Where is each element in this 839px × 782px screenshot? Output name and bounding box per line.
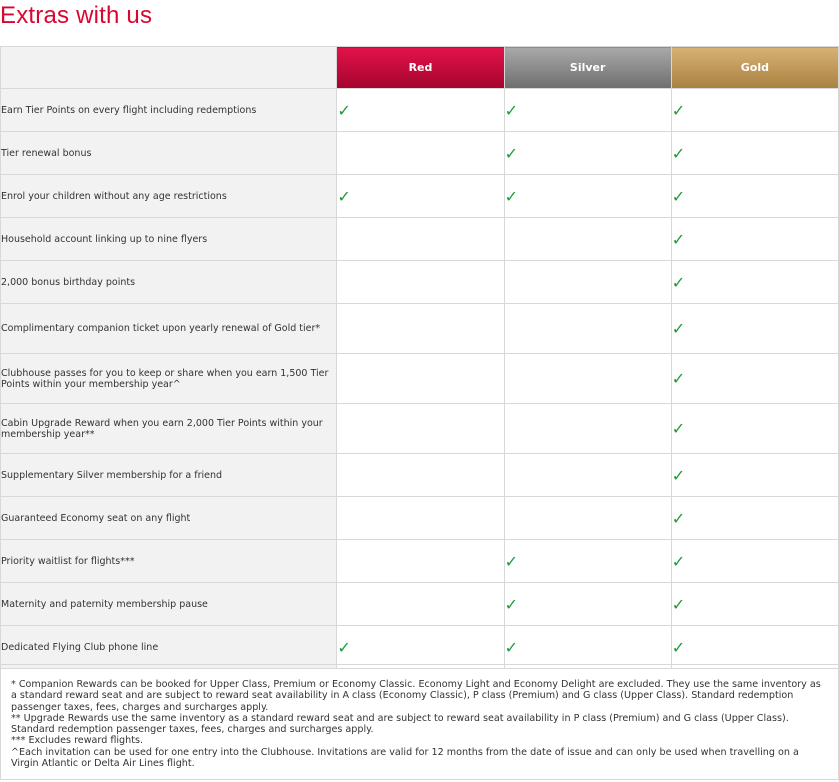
tier-cell-red — [337, 304, 504, 354]
feature-label: 2,000 bonus birthday points — [1, 261, 337, 304]
table-row — [1, 304, 839, 354]
tier-cell-silver — [504, 454, 671, 497]
feature-label: Household account linking up to nine flyers — [1, 218, 337, 261]
check-icon: ✓ — [671, 100, 686, 120]
tier-cell-silver — [504, 89, 671, 132]
tier-cell-gold — [671, 304, 838, 354]
tier-cell-silver — [504, 583, 671, 626]
table-row — [1, 89, 839, 132]
check-icon: ✓ — [671, 186, 686, 206]
tier-cell-red — [337, 454, 504, 497]
check-icon: ✓ — [337, 100, 351, 120]
tier-cell-gold — [671, 354, 838, 404]
check-icon: ✓ — [504, 551, 518, 571]
tier-cell-red — [337, 540, 504, 583]
tier-header-red: Red — [337, 47, 504, 89]
tier-cell-silver — [504, 404, 671, 454]
tier-cell-gold — [671, 89, 838, 132]
feature-label: Clubhouse passes for you to keep or share when you earn 1,500 Tier Points within your membership year^ — [1, 354, 337, 404]
header-corner — [1, 47, 337, 89]
table-row — [1, 626, 839, 669]
tier-cell-red — [337, 626, 504, 669]
tier-cell-red — [337, 583, 504, 626]
feature-label: Enrol your children without any age restrictions — [1, 175, 337, 218]
check-icon: ✓ — [337, 186, 351, 206]
table-row — [1, 354, 839, 404]
tier-cell-gold — [671, 497, 838, 540]
tier-cell-gold — [671, 261, 838, 304]
feature-label: Complimentary companion ticket upon yearly renewal of Gold tier* — [1, 304, 337, 354]
tier-comparison-table — [0, 46, 839, 669]
check-icon: ✓ — [504, 100, 518, 120]
check-icon: ✓ — [504, 637, 518, 657]
check-icon: ✓ — [671, 551, 686, 571]
footnote: ** Upgrade Rewards use the same inventory as a standard reward seat and are subject to reward seat availability in P class (Premium) and G class (Upper Class). Standard redemption passenger taxes, fees, charges and surcharges apply. — [11, 712, 789, 736]
tier-cell-silver — [504, 175, 671, 218]
table-row — [1, 583, 839, 626]
tier-cell-gold — [671, 583, 838, 626]
feature-label: Priority waitlist for flights*** — [1, 540, 337, 583]
tier-cell-silver — [504, 354, 671, 404]
footnotes — [0, 664, 839, 780]
tier-cell-silver — [504, 261, 671, 304]
tier-cell-red — [337, 404, 504, 454]
tier-cell-gold — [671, 218, 838, 261]
tier-header-gold: Gold — [671, 47, 838, 89]
table-row — [1, 540, 839, 583]
check-icon: ✓ — [671, 229, 686, 249]
tier-header-row — [1, 47, 839, 89]
table-row — [1, 404, 839, 454]
feature-label: Earn Tier Points on every flight including redemptions — [1, 89, 337, 132]
footnote: ^Each invitation can be used for one entry into the Clubhouse. Invitations are valid for 12 months from the date of issue and can only be used when travelling on a Virgin Atlantic or Delta Air Lines flight. — [11, 746, 799, 770]
tier-cell-gold — [671, 626, 838, 669]
page-title: Extras with us — [0, 2, 153, 29]
feature-label: Cabin Upgrade Reward when you earn 2,000 Tier Points within your membership year** — [1, 404, 337, 454]
table-row — [1, 454, 839, 497]
check-icon: ✓ — [504, 594, 518, 614]
table-row — [1, 218, 839, 261]
tier-cell-gold — [671, 132, 838, 175]
check-icon: ✓ — [671, 637, 686, 657]
tier-cell-gold — [671, 540, 838, 583]
tier-cell-red — [337, 89, 504, 132]
tier-cell-gold — [671, 404, 838, 454]
check-icon: ✓ — [504, 143, 518, 163]
tier-cell-silver — [504, 132, 671, 175]
tier-cell-red — [337, 497, 504, 540]
table-row — [1, 497, 839, 540]
check-icon: ✓ — [671, 369, 686, 388]
check-icon: ✓ — [671, 419, 686, 438]
feature-label: Tier renewal bonus — [1, 132, 337, 175]
tier-cell-red — [337, 175, 504, 218]
check-icon: ✓ — [337, 637, 351, 657]
tier-cell-silver — [504, 540, 671, 583]
check-icon: ✓ — [671, 508, 686, 528]
check-icon: ✓ — [671, 465, 686, 485]
tier-cell-silver — [504, 497, 671, 540]
footnote: * Companion Rewards can be booked for Upper Class, Premium or Economy Classic. Economy Light and Economy Delight are excluded. They use the same inventory as a standard reward seat and are subject to reward seat availability in A class (Economy Classic), P class (Premium) and G class (Upper Class). Standard redemption passenger taxes, fees, charges and surcharges apply. — [11, 679, 821, 713]
tier-cell-silver — [504, 218, 671, 261]
feature-label: Dedicated Flying Club phone line — [1, 626, 337, 669]
tier-cell-gold — [671, 175, 838, 218]
table-row — [1, 175, 839, 218]
check-icon: ✓ — [671, 594, 686, 614]
tier-cell-red — [337, 261, 504, 304]
tier-cell-red — [337, 132, 504, 175]
tier-cell-red — [337, 354, 504, 404]
check-icon: ✓ — [504, 186, 518, 206]
check-icon: ✓ — [671, 143, 686, 163]
tier-cell-silver — [504, 304, 671, 354]
footnote: *** Excludes reward flights. — [11, 735, 144, 747]
table-row — [1, 132, 839, 175]
table-row — [1, 261, 839, 304]
tier-cell-red — [337, 218, 504, 261]
check-icon: ✓ — [671, 272, 686, 292]
feature-label: Supplementary Silver membership for a friend — [1, 454, 337, 497]
feature-label: Maternity and paternity membership pause — [1, 583, 337, 626]
check-icon: ✓ — [671, 319, 686, 338]
feature-label: Guaranteed Economy seat on any flight — [1, 497, 337, 540]
tier-cell-gold — [671, 454, 838, 497]
tier-cell-silver — [504, 626, 671, 669]
tier-header-silver: Silver — [504, 47, 671, 89]
